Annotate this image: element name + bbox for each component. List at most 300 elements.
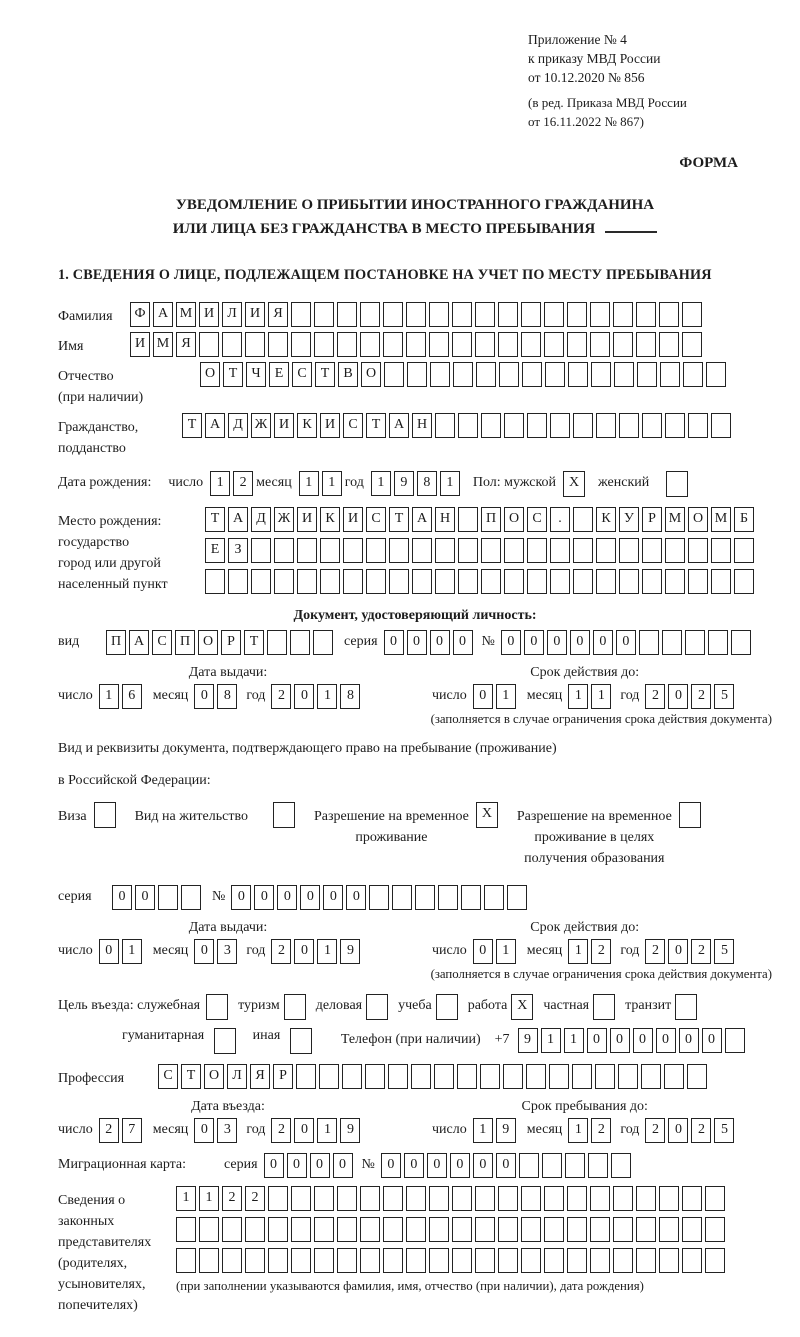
form-cell[interactable] bbox=[337, 1217, 357, 1242]
form-cell[interactable] bbox=[613, 1248, 633, 1273]
form-cell[interactable] bbox=[475, 332, 495, 357]
form-cell[interactable]: 0 bbox=[294, 939, 314, 964]
form-cell[interactable] bbox=[614, 362, 634, 387]
form-cell[interactable] bbox=[734, 569, 754, 594]
form-cell[interactable] bbox=[481, 413, 501, 438]
form-cell[interactable] bbox=[452, 1186, 472, 1211]
form-cell[interactable] bbox=[389, 569, 409, 594]
form-cell[interactable]: 3 bbox=[217, 939, 237, 964]
form-cell[interactable]: 9 bbox=[340, 939, 360, 964]
form-cell[interactable] bbox=[731, 630, 751, 655]
form-cell[interactable] bbox=[567, 302, 587, 327]
form-cell[interactable] bbox=[618, 1064, 638, 1089]
form-cell[interactable] bbox=[682, 1186, 702, 1211]
form-cell[interactable]: 8 bbox=[217, 684, 237, 709]
form-cell[interactable]: 0 bbox=[112, 885, 132, 910]
form-cell[interactable] bbox=[521, 332, 541, 357]
form-cell[interactable] bbox=[637, 362, 657, 387]
form-cell[interactable]: Ж bbox=[251, 413, 271, 438]
form-cell[interactable] bbox=[314, 1248, 334, 1273]
form-cell[interactable]: X bbox=[476, 802, 498, 828]
form-cell[interactable]: 0 bbox=[668, 1118, 688, 1143]
form-cell[interactable]: 0 bbox=[384, 630, 404, 655]
form-cell[interactable] bbox=[476, 362, 496, 387]
form-cell[interactable]: 0 bbox=[668, 684, 688, 709]
form-cell[interactable]: М bbox=[176, 302, 196, 327]
form-cell[interactable] bbox=[544, 302, 564, 327]
form-cell[interactable]: 0 bbox=[610, 1028, 630, 1053]
form-cell[interactable]: 1 bbox=[210, 471, 230, 496]
form-cell[interactable]: 0 bbox=[668, 939, 688, 964]
form-cell[interactable]: 0 bbox=[294, 684, 314, 709]
form-cell[interactable]: 0 bbox=[570, 630, 590, 655]
form-cell[interactable] bbox=[475, 1217, 495, 1242]
form-cell[interactable]: З bbox=[228, 538, 248, 563]
form-cell[interactable] bbox=[636, 302, 656, 327]
form-cell[interactable]: Н bbox=[412, 413, 432, 438]
form-cell[interactable] bbox=[475, 1186, 495, 1211]
form-cell[interactable] bbox=[711, 413, 731, 438]
form-cell[interactable] bbox=[613, 332, 633, 357]
form-cell[interactable] bbox=[527, 538, 547, 563]
form-cell[interactable] bbox=[545, 362, 565, 387]
form-cell[interactable] bbox=[568, 362, 588, 387]
form-cell[interactable] bbox=[636, 1248, 656, 1273]
form-cell[interactable]: С bbox=[292, 362, 312, 387]
form-cell[interactable]: Р bbox=[273, 1064, 293, 1089]
form-cell[interactable] bbox=[268, 1248, 288, 1273]
form-cell[interactable]: А bbox=[129, 630, 149, 655]
form-cell[interactable] bbox=[412, 569, 432, 594]
form-cell[interactable] bbox=[642, 538, 662, 563]
form-cell[interactable] bbox=[519, 1153, 539, 1178]
form-cell[interactable] bbox=[342, 1064, 362, 1089]
form-cell[interactable]: 1 bbox=[122, 939, 142, 964]
form-cell[interactable] bbox=[665, 413, 685, 438]
form-cell[interactable]: 8 bbox=[340, 684, 360, 709]
form-cell[interactable]: Д bbox=[251, 507, 271, 532]
form-cell[interactable]: 0 bbox=[679, 1028, 699, 1053]
form-cell[interactable] bbox=[662, 630, 682, 655]
form-cell[interactable] bbox=[725, 1028, 745, 1053]
form-cell[interactable]: 6 bbox=[122, 684, 142, 709]
form-cell[interactable] bbox=[436, 994, 458, 1020]
form-cell[interactable] bbox=[407, 362, 427, 387]
form-cell[interactable] bbox=[590, 332, 610, 357]
form-cell[interactable] bbox=[567, 1248, 587, 1273]
form-cell[interactable]: 9 bbox=[518, 1028, 538, 1053]
form-cell[interactable] bbox=[475, 1248, 495, 1273]
form-cell[interactable] bbox=[596, 413, 616, 438]
form-cell[interactable]: 0 bbox=[333, 1153, 353, 1178]
form-cell[interactable]: 0 bbox=[473, 684, 493, 709]
form-cell[interactable] bbox=[435, 413, 455, 438]
form-cell[interactable]: Т bbox=[244, 630, 264, 655]
form-cell[interactable]: Р bbox=[642, 507, 662, 532]
form-cell[interactable]: Л bbox=[222, 302, 242, 327]
form-cell[interactable] bbox=[567, 1217, 587, 1242]
form-cell[interactable] bbox=[504, 413, 524, 438]
form-cell[interactable]: 0 bbox=[633, 1028, 653, 1053]
form-cell[interactable] bbox=[343, 538, 363, 563]
form-cell[interactable]: 0 bbox=[453, 630, 473, 655]
form-cell[interactable] bbox=[222, 1217, 242, 1242]
form-cell[interactable]: К bbox=[297, 413, 317, 438]
form-cell[interactable] bbox=[284, 994, 306, 1020]
form-cell[interactable]: О bbox=[204, 1064, 224, 1089]
form-cell[interactable] bbox=[666, 471, 688, 497]
form-cell[interactable]: А bbox=[412, 507, 432, 532]
form-cell[interactable]: 0 bbox=[135, 885, 155, 910]
form-cell[interactable] bbox=[475, 302, 495, 327]
form-cell[interactable]: 0 bbox=[346, 885, 366, 910]
form-cell[interactable]: 2 bbox=[691, 939, 711, 964]
form-cell[interactable]: 2 bbox=[233, 471, 253, 496]
form-cell[interactable]: 1 bbox=[176, 1186, 196, 1211]
form-cell[interactable] bbox=[682, 302, 702, 327]
form-cell[interactable] bbox=[636, 1186, 656, 1211]
form-cell[interactable] bbox=[613, 1186, 633, 1211]
form-cell[interactable]: Т bbox=[181, 1064, 201, 1089]
form-cell[interactable]: Ч bbox=[246, 362, 266, 387]
form-cell[interactable] bbox=[706, 362, 726, 387]
form-cell[interactable] bbox=[251, 569, 271, 594]
form-cell[interactable] bbox=[544, 1248, 564, 1273]
form-cell[interactable] bbox=[435, 569, 455, 594]
form-cell[interactable] bbox=[521, 302, 541, 327]
form-cell[interactable]: Д bbox=[228, 413, 248, 438]
form-cell[interactable]: 1 bbox=[564, 1028, 584, 1053]
form-cell[interactable]: 0 bbox=[702, 1028, 722, 1053]
form-cell[interactable] bbox=[360, 332, 380, 357]
form-cell[interactable] bbox=[590, 1186, 610, 1211]
form-cell[interactable] bbox=[573, 569, 593, 594]
form-cell[interactable] bbox=[343, 569, 363, 594]
form-cell[interactable] bbox=[438, 885, 458, 910]
form-cell[interactable]: 0 bbox=[547, 630, 567, 655]
form-cell[interactable] bbox=[685, 630, 705, 655]
form-cell[interactable]: А bbox=[205, 413, 225, 438]
form-cell[interactable] bbox=[590, 1217, 610, 1242]
form-cell[interactable] bbox=[550, 413, 570, 438]
form-cell[interactable] bbox=[313, 630, 333, 655]
form-cell[interactable] bbox=[453, 362, 473, 387]
form-cell[interactable] bbox=[461, 885, 481, 910]
form-cell[interactable] bbox=[590, 302, 610, 327]
form-cell[interactable] bbox=[480, 1064, 500, 1089]
form-cell[interactable]: 1 bbox=[99, 684, 119, 709]
form-cell[interactable]: П bbox=[481, 507, 501, 532]
form-cell[interactable] bbox=[360, 1217, 380, 1242]
form-cell[interactable]: О bbox=[361, 362, 381, 387]
form-cell[interactable] bbox=[688, 569, 708, 594]
form-cell[interactable]: Н bbox=[435, 507, 455, 532]
form-cell[interactable] bbox=[458, 507, 478, 532]
form-cell[interactable]: 8 bbox=[417, 471, 437, 496]
form-cell[interactable]: И bbox=[343, 507, 363, 532]
form-cell[interactable]: 5 bbox=[714, 684, 734, 709]
form-cell[interactable]: Л bbox=[227, 1064, 247, 1089]
form-cell[interactable]: 0 bbox=[427, 1153, 447, 1178]
form-cell[interactable] bbox=[498, 302, 518, 327]
form-cell[interactable] bbox=[573, 538, 593, 563]
form-cell[interactable] bbox=[360, 1248, 380, 1273]
form-cell[interactable] bbox=[297, 538, 317, 563]
form-cell[interactable] bbox=[245, 332, 265, 357]
form-cell[interactable]: П bbox=[175, 630, 195, 655]
form-cell[interactable]: Ж bbox=[274, 507, 294, 532]
form-cell[interactable]: 1 bbox=[496, 684, 516, 709]
form-cell[interactable]: 0 bbox=[300, 885, 320, 910]
form-cell[interactable]: Е bbox=[205, 538, 225, 563]
form-cell[interactable] bbox=[452, 1248, 472, 1273]
form-cell[interactable] bbox=[682, 332, 702, 357]
form-cell[interactable] bbox=[268, 332, 288, 357]
form-cell[interactable] bbox=[688, 538, 708, 563]
form-cell[interactable]: 2 bbox=[591, 1118, 611, 1143]
form-cell[interactable]: 0 bbox=[407, 630, 427, 655]
form-cell[interactable]: 1 bbox=[541, 1028, 561, 1053]
form-cell[interactable]: О bbox=[200, 362, 220, 387]
form-cell[interactable] bbox=[452, 302, 472, 327]
form-cell[interactable]: 0 bbox=[473, 1153, 493, 1178]
form-cell[interactable] bbox=[708, 630, 728, 655]
form-cell[interactable] bbox=[498, 1248, 518, 1273]
form-cell[interactable] bbox=[458, 569, 478, 594]
form-cell[interactable] bbox=[613, 302, 633, 327]
form-cell[interactable] bbox=[705, 1186, 725, 1211]
form-cell[interactable] bbox=[314, 332, 334, 357]
form-cell[interactable] bbox=[550, 569, 570, 594]
form-cell[interactable]: У bbox=[619, 507, 639, 532]
form-cell[interactable] bbox=[572, 1064, 592, 1089]
form-cell[interactable] bbox=[527, 569, 547, 594]
form-cell[interactable] bbox=[544, 332, 564, 357]
form-cell[interactable]: 0 bbox=[310, 1153, 330, 1178]
form-cell[interactable] bbox=[434, 1064, 454, 1089]
form-cell[interactable] bbox=[458, 538, 478, 563]
form-cell[interactable] bbox=[366, 994, 388, 1020]
form-cell[interactable]: К bbox=[320, 507, 340, 532]
form-cell[interactable] bbox=[521, 1217, 541, 1242]
form-cell[interactable] bbox=[675, 994, 697, 1020]
form-cell[interactable]: С bbox=[343, 413, 363, 438]
form-cell[interactable] bbox=[550, 538, 570, 563]
form-cell[interactable]: В bbox=[338, 362, 358, 387]
form-cell[interactable] bbox=[503, 1064, 523, 1089]
form-cell[interactable] bbox=[544, 1217, 564, 1242]
form-cell[interactable]: М bbox=[711, 507, 731, 532]
form-cell[interactable]: 0 bbox=[99, 939, 119, 964]
form-cell[interactable]: 2 bbox=[245, 1186, 265, 1211]
form-cell[interactable]: 1 bbox=[568, 939, 588, 964]
form-cell[interactable] bbox=[435, 538, 455, 563]
form-cell[interactable] bbox=[639, 630, 659, 655]
form-cell[interactable]: X bbox=[511, 994, 533, 1020]
form-cell[interactable] bbox=[527, 413, 547, 438]
form-cell[interactable] bbox=[389, 538, 409, 563]
form-cell[interactable] bbox=[659, 1217, 679, 1242]
form-cell[interactable]: Р bbox=[221, 630, 241, 655]
form-cell[interactable]: И bbox=[297, 507, 317, 532]
form-cell[interactable] bbox=[319, 1064, 339, 1089]
form-cell[interactable]: 1 bbox=[440, 471, 460, 496]
form-cell[interactable]: А bbox=[228, 507, 248, 532]
form-cell[interactable] bbox=[412, 538, 432, 563]
form-cell[interactable]: 0 bbox=[194, 1118, 214, 1143]
form-cell[interactable] bbox=[268, 1186, 288, 1211]
form-cell[interactable] bbox=[291, 1217, 311, 1242]
form-cell[interactable]: 0 bbox=[524, 630, 544, 655]
form-cell[interactable]: 2 bbox=[691, 1118, 711, 1143]
form-cell[interactable] bbox=[337, 332, 357, 357]
form-cell[interactable]: Ф bbox=[130, 302, 150, 327]
form-cell[interactable]: А bbox=[389, 413, 409, 438]
form-cell[interactable] bbox=[484, 885, 504, 910]
form-cell[interactable] bbox=[222, 1248, 242, 1273]
form-cell[interactable] bbox=[688, 413, 708, 438]
form-cell[interactable] bbox=[499, 362, 519, 387]
form-cell[interactable]: Т bbox=[205, 507, 225, 532]
form-cell[interactable] bbox=[383, 1186, 403, 1211]
form-cell[interactable]: 0 bbox=[381, 1153, 401, 1178]
form-cell[interactable]: 0 bbox=[194, 939, 214, 964]
form-cell[interactable] bbox=[521, 1248, 541, 1273]
form-cell[interactable] bbox=[383, 302, 403, 327]
form-cell[interactable] bbox=[181, 885, 201, 910]
form-cell[interactable]: С bbox=[366, 507, 386, 532]
form-cell[interactable]: 0 bbox=[294, 1118, 314, 1143]
form-cell[interactable] bbox=[452, 1217, 472, 1242]
form-cell[interactable] bbox=[176, 1248, 196, 1273]
form-cell[interactable] bbox=[679, 802, 701, 828]
form-cell[interactable]: 1 bbox=[568, 684, 588, 709]
form-cell[interactable] bbox=[291, 332, 311, 357]
form-cell[interactable]: С bbox=[527, 507, 547, 532]
form-cell[interactable]: 2 bbox=[645, 939, 665, 964]
form-cell[interactable]: О bbox=[198, 630, 218, 655]
form-cell[interactable] bbox=[619, 569, 639, 594]
form-cell[interactable]: 0 bbox=[616, 630, 636, 655]
form-cell[interactable] bbox=[314, 1217, 334, 1242]
form-cell[interactable] bbox=[481, 538, 501, 563]
form-cell[interactable]: 1 bbox=[317, 939, 337, 964]
form-cell[interactable] bbox=[659, 1248, 679, 1273]
form-cell[interactable] bbox=[665, 538, 685, 563]
form-cell[interactable]: 0 bbox=[473, 939, 493, 964]
form-cell[interactable] bbox=[429, 1217, 449, 1242]
form-cell[interactable]: С bbox=[158, 1064, 178, 1089]
form-cell[interactable] bbox=[682, 1217, 702, 1242]
form-cell[interactable]: К bbox=[596, 507, 616, 532]
form-cell[interactable] bbox=[274, 538, 294, 563]
form-cell[interactable]: Я bbox=[268, 302, 288, 327]
form-cell[interactable]: 0 bbox=[194, 684, 214, 709]
form-cell[interactable] bbox=[291, 302, 311, 327]
form-cell[interactable] bbox=[619, 538, 639, 563]
form-cell[interactable] bbox=[711, 538, 731, 563]
form-cell[interactable] bbox=[199, 332, 219, 357]
form-cell[interactable] bbox=[314, 1186, 334, 1211]
form-cell[interactable] bbox=[406, 1248, 426, 1273]
form-cell[interactable] bbox=[641, 1064, 661, 1089]
form-cell[interactable]: 2 bbox=[271, 1118, 291, 1143]
form-cell[interactable] bbox=[199, 1217, 219, 1242]
form-cell[interactable] bbox=[591, 362, 611, 387]
form-cell[interactable] bbox=[429, 332, 449, 357]
form-cell[interactable]: 9 bbox=[340, 1118, 360, 1143]
form-cell[interactable]: Я bbox=[250, 1064, 270, 1089]
form-cell[interactable] bbox=[507, 885, 527, 910]
form-cell[interactable] bbox=[664, 1064, 684, 1089]
form-cell[interactable]: Т bbox=[315, 362, 335, 387]
form-cell[interactable] bbox=[595, 1064, 615, 1089]
form-cell[interactable] bbox=[383, 1248, 403, 1273]
form-cell[interactable] bbox=[366, 538, 386, 563]
form-cell[interactable]: 1 bbox=[591, 684, 611, 709]
form-cell[interactable] bbox=[337, 1186, 357, 1211]
form-cell[interactable]: И bbox=[130, 332, 150, 357]
form-cell[interactable] bbox=[296, 1064, 316, 1089]
form-cell[interactable] bbox=[94, 802, 116, 828]
form-cell[interactable] bbox=[245, 1217, 265, 1242]
form-cell[interactable] bbox=[687, 1064, 707, 1089]
form-cell[interactable]: Е bbox=[269, 362, 289, 387]
form-cell[interactable] bbox=[411, 1064, 431, 1089]
form-cell[interactable] bbox=[337, 1248, 357, 1273]
form-cell[interactable] bbox=[406, 302, 426, 327]
form-cell[interactable] bbox=[481, 569, 501, 594]
form-cell[interactable] bbox=[544, 1186, 564, 1211]
form-cell[interactable] bbox=[542, 1153, 562, 1178]
form-cell[interactable]: О bbox=[688, 507, 708, 532]
form-cell[interactable] bbox=[549, 1064, 569, 1089]
form-cell[interactable] bbox=[251, 538, 271, 563]
form-cell[interactable] bbox=[388, 1064, 408, 1089]
form-cell[interactable] bbox=[365, 1064, 385, 1089]
form-cell[interactable] bbox=[228, 569, 248, 594]
form-cell[interactable]: 0 bbox=[656, 1028, 676, 1053]
form-cell[interactable] bbox=[458, 413, 478, 438]
form-cell[interactable] bbox=[526, 1064, 546, 1089]
form-cell[interactable]: . bbox=[550, 507, 570, 532]
form-cell[interactable] bbox=[383, 332, 403, 357]
form-cell[interactable]: 1 bbox=[568, 1118, 588, 1143]
form-cell[interactable]: 0 bbox=[287, 1153, 307, 1178]
form-cell[interactable] bbox=[659, 1186, 679, 1211]
form-cell[interactable]: 0 bbox=[264, 1153, 284, 1178]
form-cell[interactable]: 2 bbox=[645, 1118, 665, 1143]
form-cell[interactable]: 0 bbox=[430, 630, 450, 655]
form-cell[interactable]: 2 bbox=[271, 684, 291, 709]
form-cell[interactable] bbox=[320, 569, 340, 594]
form-cell[interactable]: М bbox=[153, 332, 173, 357]
form-cell[interactable] bbox=[619, 413, 639, 438]
form-cell[interactable] bbox=[596, 569, 616, 594]
form-cell[interactable]: 1 bbox=[371, 471, 391, 496]
form-cell[interactable] bbox=[705, 1248, 725, 1273]
form-cell[interactable] bbox=[268, 1217, 288, 1242]
form-cell[interactable] bbox=[498, 332, 518, 357]
form-cell[interactable] bbox=[573, 507, 593, 532]
form-cell[interactable] bbox=[245, 1248, 265, 1273]
form-cell[interactable]: 1 bbox=[317, 684, 337, 709]
form-cell[interactable]: М bbox=[665, 507, 685, 532]
form-cell[interactable] bbox=[366, 569, 386, 594]
form-cell[interactable] bbox=[711, 569, 731, 594]
form-cell[interactable]: 2 bbox=[591, 939, 611, 964]
form-cell[interactable] bbox=[659, 332, 679, 357]
